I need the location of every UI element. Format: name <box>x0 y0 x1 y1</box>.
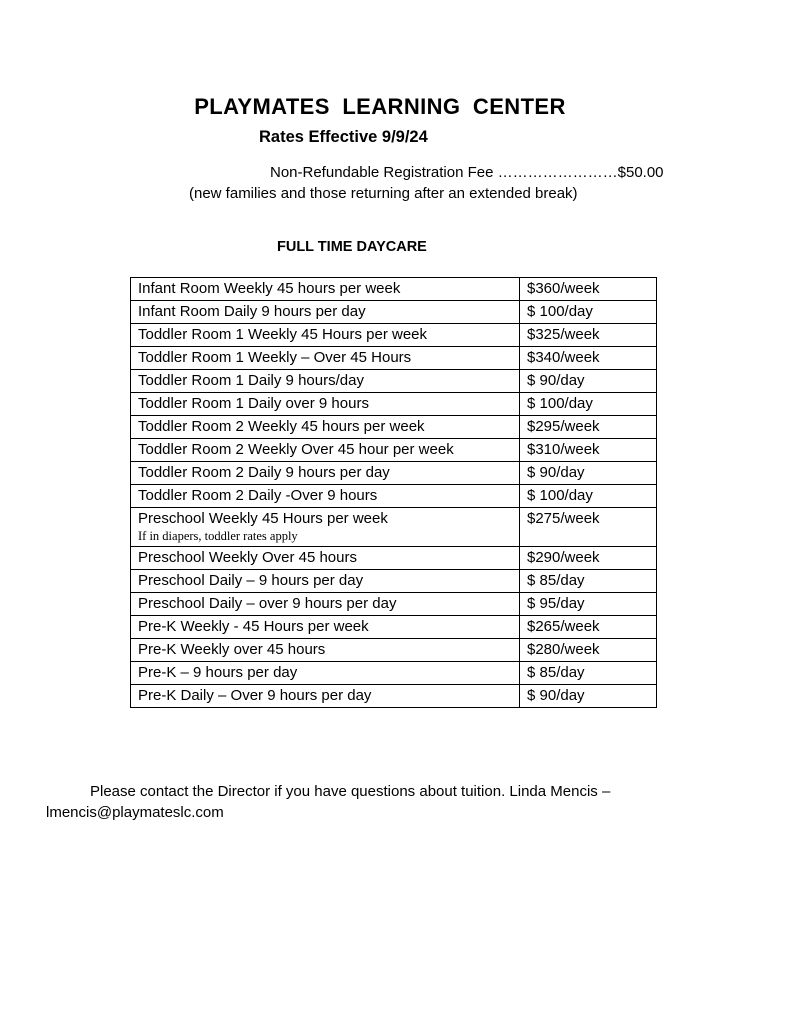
table-row <box>131 485 657 508</box>
table-row <box>131 570 657 593</box>
rate-price: $280/week <box>520 639 657 662</box>
rates-table-body <box>131 278 657 708</box>
section-heading: FULL TIME DAYCARE <box>277 239 427 255</box>
registration-fee-leader: …………………… <box>497 164 618 181</box>
rate-price: $290/week <box>520 547 657 570</box>
rate-description: Preschool Daily – over 9 hours per day <box>131 593 520 616</box>
rate-description-with-note <box>131 508 520 547</box>
rate-description: Infant Room Daily 9 hours per day <box>131 301 520 324</box>
registration-fee-amount: $50.00 <box>617 164 664 181</box>
rate-description: Preschool Daily – 9 hours per day <box>131 570 520 593</box>
rate-description: Toddler Room 2 Weekly Over 45 hour per week <box>131 439 520 462</box>
contact-paragraph <box>46 781 666 823</box>
table-row <box>131 593 657 616</box>
rate-price: $ 100/day <box>520 393 657 416</box>
rate-description: Toddler Room 1 Daily over 9 hours <box>131 393 520 416</box>
rate-description: Toddler Room 1 Weekly 45 Hours per week <box>131 324 520 347</box>
table-row <box>131 416 657 439</box>
rate-price: $360/week <box>520 278 657 301</box>
table-row <box>131 662 657 685</box>
rate-note: If in diapers, toddler rates apply <box>138 529 298 543</box>
table-row <box>131 370 657 393</box>
rate-price: $ 90/day <box>520 370 657 393</box>
rate-description: Toddler Room 2 Daily 9 hours per day <box>131 462 520 485</box>
rate-description: Toddler Room 2 Daily -Over 9 hours <box>131 485 520 508</box>
rate-description: Pre-K Weekly - 45 Hours per week <box>131 616 520 639</box>
rate-description: Preschool Weekly 45 Hours per week <box>138 510 388 527</box>
rate-description: Pre-K Daily – Over 9 hours per day <box>131 685 520 708</box>
rate-price: $ 95/day <box>520 593 657 616</box>
table-row <box>131 616 657 639</box>
rate-price: $310/week <box>520 439 657 462</box>
rate-description: Toddler Room 1 Weekly – Over 45 Hours <box>131 347 520 370</box>
rates-table <box>130 277 657 708</box>
rate-price: $ 90/day <box>520 685 657 708</box>
rate-price: $275/week <box>520 508 657 547</box>
page-title: PLAYMATES LEARNING CENTER <box>194 94 566 119</box>
registration-fee-line <box>270 164 664 181</box>
registration-fee-note: (new families and those returning after an extended break) <box>189 185 578 202</box>
table-row <box>131 278 657 301</box>
table-row <box>131 439 657 462</box>
rate-price: $ 100/day <box>520 485 657 508</box>
rate-price: $ 85/day <box>520 662 657 685</box>
table-row <box>131 393 657 416</box>
rate-description: Pre-K – 9 hours per day <box>131 662 520 685</box>
registration-fee-label: Non-Refundable Registration Fee <box>270 164 494 181</box>
rate-price: $340/week <box>520 347 657 370</box>
rate-description: Infant Room Weekly 45 hours per week <box>131 278 520 301</box>
rate-price: $325/week <box>520 324 657 347</box>
rates-effective-subtitle: Rates Effective 9/9/24 <box>259 128 428 146</box>
rate-description: Pre-K Weekly over 45 hours <box>131 639 520 662</box>
rate-description: Toddler Room 2 Weekly 45 hours per week <box>131 416 520 439</box>
rate-price: $ 85/day <box>520 570 657 593</box>
contact-email: lmencis@playmateslc.com <box>46 804 224 821</box>
rate-price: $ 90/day <box>520 462 657 485</box>
rate-description: Preschool Weekly Over 45 hours <box>131 547 520 570</box>
rate-price: $ 100/day <box>520 301 657 324</box>
contact-text: Please contact the Director if you have questions about tuition. Linda Mencis – <box>90 783 611 800</box>
table-row <box>131 547 657 570</box>
table-row <box>131 685 657 708</box>
rate-price: $295/week <box>520 416 657 439</box>
table-row <box>131 639 657 662</box>
table-row <box>131 462 657 485</box>
table-row <box>131 508 657 547</box>
rate-price: $265/week <box>520 616 657 639</box>
table-row <box>131 301 657 324</box>
table-row <box>131 324 657 347</box>
rate-description: Toddler Room 1 Daily 9 hours/day <box>131 370 520 393</box>
table-row <box>131 347 657 370</box>
